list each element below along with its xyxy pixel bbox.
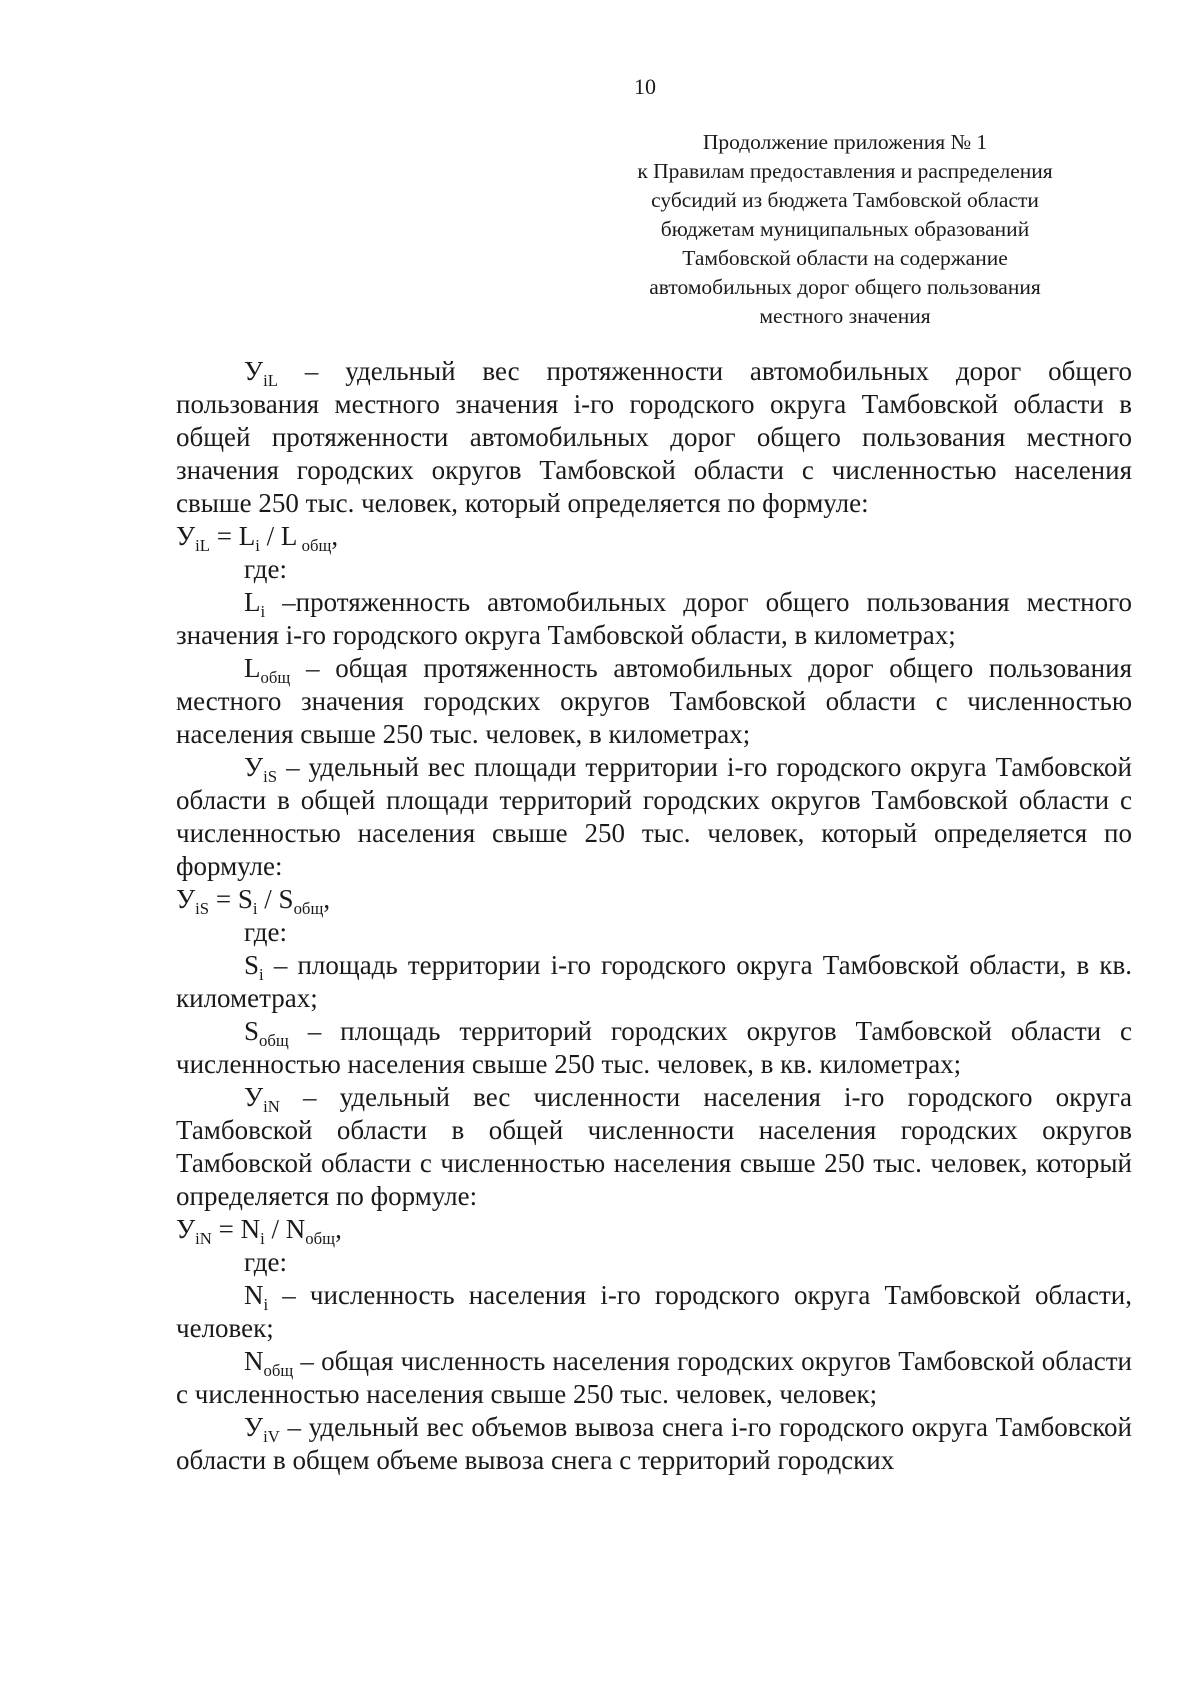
header-line: бюджетам муниципальных образований xyxy=(660,217,1030,241)
header-line: субсидий из бюджета Тамбовской области xyxy=(651,188,1039,212)
definition-paragraph: $У_{iV}$ – удельный вес объемов вывоза снега i-го городского округа Тамбовской области в общем объеме вывоза снега с территорий городских xyxy=(176,1412,1132,1475)
appendix-header xyxy=(620,128,1070,331)
header-line: к Правилам предоставления и распределения xyxy=(637,159,1053,183)
formula: $У_{iS} = S_i / S_{общ}$, xyxy=(176,884,331,918)
header-line: Тамбовской области на содержание xyxy=(682,246,1008,270)
page-number: 10 xyxy=(634,74,656,99)
header-line: Продолжение приложения № 1 xyxy=(702,130,988,154)
definition-paragraph: $S_{общ}$ – площадь территорий городских округов Тамбовской области с численностью населения свыше 250 тыс. человек, в кв. километрах; xyxy=(176,1016,1132,1079)
definition-paragraph: $L_i$ –протяженность автомобильных дорог общего пользования местного значения i-го городского округа Тамбовской области, в километрах; xyxy=(176,587,1132,650)
definition-paragraph: $N_{общ}$ – общая численность населения городских округов Тамбовской области с численностью населения свыше 250 тыс. человек, человек; xyxy=(176,1346,1132,1409)
definition-paragraph: $N_i$ – численность населения i-го городского округа Тамбовской области, человек; xyxy=(176,1280,1132,1343)
formula: $У_{iN} = N_i / N_{общ}$, xyxy=(176,1214,342,1248)
definition-paragraph: $L_{общ}$ – общая протяженность автомобильных дорог общего пользования местного значения городских округов Тамбовской области с численностью населения свыше 250 тыс. человек, в километрах; xyxy=(176,653,1132,749)
where-label: где: xyxy=(244,1247,287,1277)
header-line: автомобильных дорог общего пользования xyxy=(649,275,1041,299)
document-body xyxy=(176,355,1132,1477)
definition-paragraph: $S_i$ – площадь территории i-го городского округа Тамбовской области, в кв. километрах; xyxy=(176,950,1132,1013)
formula: $У_{iL} = L_i / L$ $_{общ}$, xyxy=(176,521,339,555)
header-line: местного значения xyxy=(759,304,931,328)
definition-paragraph: $У_{iN}$ – удельный вес численности населения i-го городского округа Тамбовской области в общей численности населения городских округов Тамбовской области с численностью населения свыше 250 тыс. человек, который определяется по формуле: xyxy=(176,1082,1132,1211)
definition-paragraph: $У_{iS}$ – удельный вес площади территории i-го городского округа Тамбовской области в общей площади территорий городских округов Тамбовской области с численностью населения свыше 250 тыс. человек, который определяется по формуле: xyxy=(176,752,1132,881)
where-label: где: xyxy=(244,917,287,947)
where-label: где: xyxy=(244,554,287,584)
definition-paragraph: $У_{iL}$ – удельный вес протяженности автомобильных дорог общего пользования местного значения i-го городского округа Тамбовской области в общей протяженности автомобильных дорог общего пользования местного значения городских округов Тамбовской области с численностью населения свыше 250 тыс. человек, который определяется по формуле: xyxy=(176,356,1132,518)
